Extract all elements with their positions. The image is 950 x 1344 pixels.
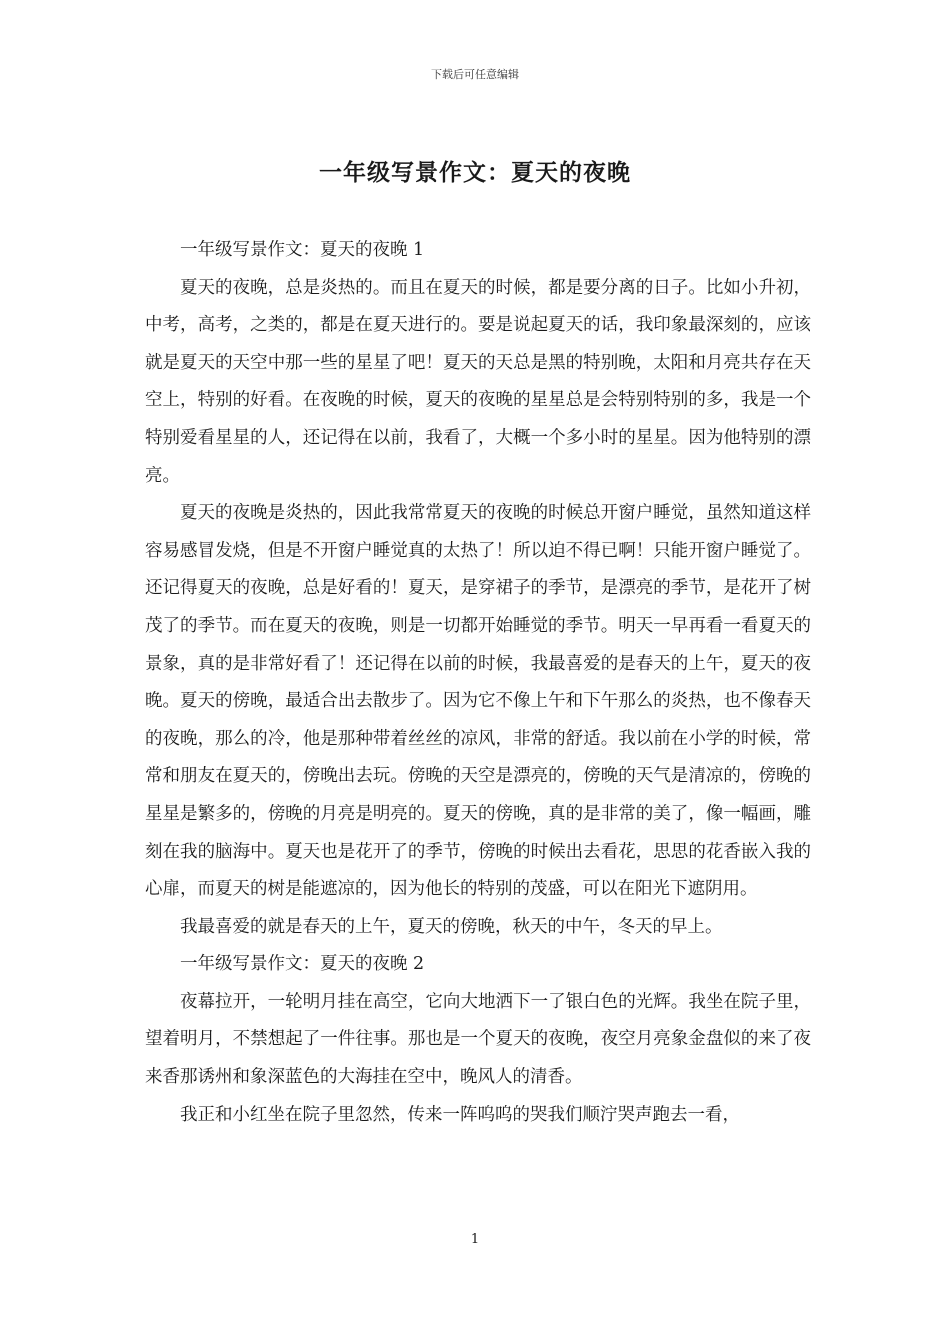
document-title: 一年级写景作文：夏天的夜晚 <box>319 159 631 186</box>
section-heading-1: 一年级写景作文：夏天的夜晚 1 <box>180 240 425 260</box>
header-note: 下载后可任意编辑 <box>431 68 519 81</box>
page-number: 1 <box>470 1232 480 1247</box>
paragraph: 我最喜爱的就是春天的上午，夏天的傍晚，秋天的中午，冬天的早上。 <box>180 916 723 937</box>
document-body <box>145 232 811 1134</box>
paragraph: 夏天的夜晚是炎热的，因此我常常夏天的夜晚的时候总开窗户睡觉，虽然知道这样容易感冒发烧，但是不开窗户睡觉真的太热了！所以迫不得已啊！只能开窗户睡觉了。还记得夏天的夜晚，总是好看的！夏天，是穿裙子的季节，是漂亮的季节，是花开了树茂了的季节。而在夏天的夜晚，则是一切都开始睡觉的季节。明天一早再看一看夏天的景象，真的是非常好看了！还记得在以前的时候，我最喜爱的是春天的上午，夏天的夜晚。夏天的傍晚，最适合出去散步了。因为它不像上午和下午那么的炎热，也不像春天的夜晚，那么的冷，他是那种带着丝丝的凉风，非常的舒适。我以前在小学的时候，常常和朋友在夏天的，傍晚出去玩。傍晚的天空是漂亮的，傍晚的天气是清凉的，傍晚的星星是繁多的，傍晚的月亮是明亮的。夏天的傍晚，真的是非常的美了，像一幅画，雕刻在我的脑海中。夏天也是花开了的季节，傍晚的时候出去看花，思思的花香嵌入我的心扉，而夏天的树是能遮凉的，因为他长的特别的茂盛，可以在阳光下遮阴用。 <box>145 503 811 900</box>
paragraph: 夜幕拉开，一轮明月挂在高空，它向大地洒下一了银白色的光辉。我坐在院子里，望着明月，不禁想起了一件往事。那也是一个夏天的夜晚，夜空月亮象金盘似的来了夜来香那诱州和象深蓝色的大海挂在空中，晚风人的清香。 <box>145 991 811 1088</box>
section-heading-2: 一年级写景作文：夏天的夜晚 2 <box>180 954 425 975</box>
paragraph: 我正和小红坐在院子里忽然，传来一阵呜呜的哭我们顺泞哭声跑去一看， <box>180 1104 740 1125</box>
paragraph: 夏天的夜晚，总是炎热的。而且在夏天的时候，都是要分离的日子。比如小升初，中考，高考，之类的，都是在夏天进行的。要是说起夏天的话，我印象最深刻的，应该就是夏天的天空中那一些的星星了吧！夏天的天总是黑的特别晚，太阳和月亮共存在天空上，特别的好看。在夜晚的时候，夏天的夜晚的星星总是会特别特别的多，我是一个特别爱看星星的人，还记得在以前，我看了，大概一个多小时的星星。因为他特别的漂亮。 <box>145 277 811 486</box>
